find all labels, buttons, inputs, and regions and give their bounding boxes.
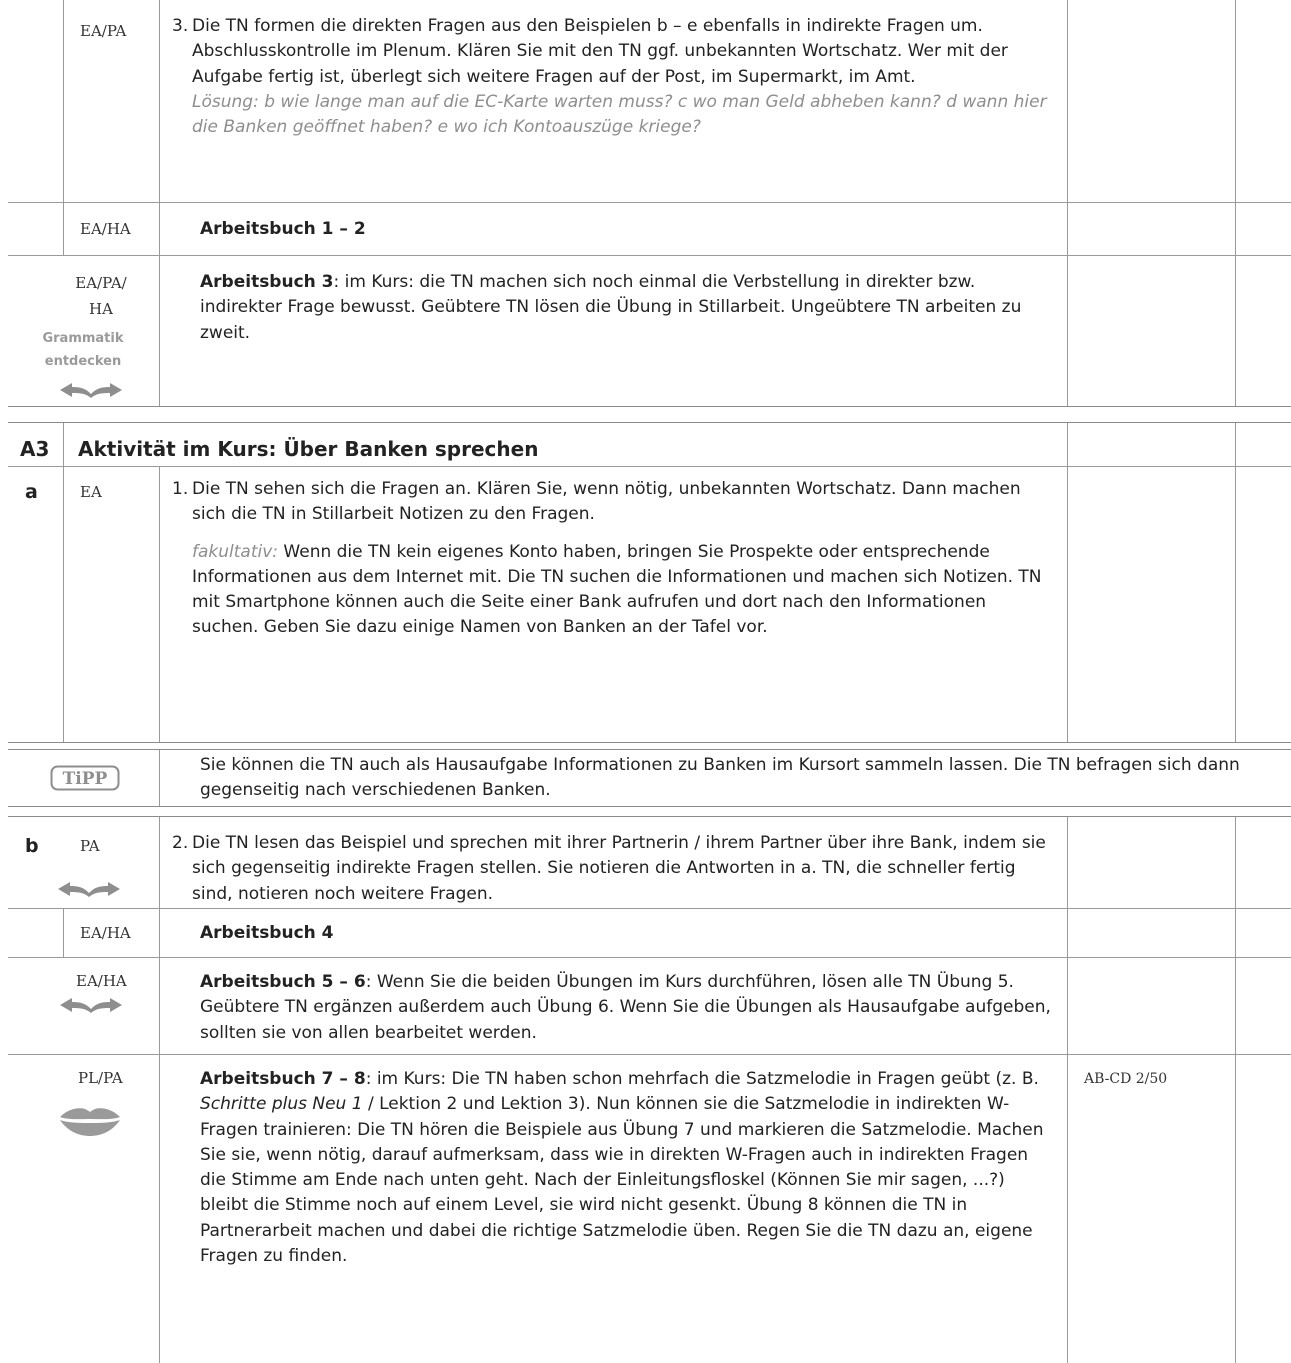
table-block-3	[8, 816, 1291, 1363]
table-row	[8, 256, 1291, 406]
social-form: EA/PA/ HA	[75, 274, 127, 318]
table-row	[8, 203, 1291, 256]
table-block-1	[8, 0, 1291, 407]
section-code: A3	[8, 423, 64, 466]
tipp-box	[8, 749, 1291, 807]
workbook-reference: Arbeitsbuch 1 – 2	[200, 219, 366, 239]
social-form: PL/PA	[78, 1069, 123, 1087]
material-column	[1068, 1055, 1236, 1363]
instruction-text: Die TN sehen sich die Fragen an. Klären Sie, wenn nötig, unbekannten Wortschatz. Dann machen sich die TN in Stillarbeit Notizen zu den Fragen.	[192, 479, 1021, 525]
grammar-discovery-label: Grammatik entdecken	[42, 331, 124, 369]
lips-icon	[58, 1104, 122, 1138]
tipp-stamp-icon	[50, 765, 120, 791]
table-block-2	[8, 422, 1291, 743]
tipp-text: Sie können die TN auch als Hausaufgabe Informationen zu Banken im Kursort sammeln lassen. Die TN befragen sich dann gegenseitig nach verschiedenen Banken.	[200, 755, 1240, 801]
instruction-text: Die TN lesen das Beispiel und sprechen mit ihrer Partnerin / ihrem Partner über ihre Bank, indem sie sich gegenseitig indirekte Fragen stellen. Sie notieren die Antworten in a. TN, die schneller fertig sind, notieren noch weitere Fragen.	[192, 833, 1046, 904]
table-row: a EA 1. Die TN sehen sich die Fragen an. Klären Sie, wenn nötig, unbekannten Wortschatz. Dann machen sich die TN in Stillarbeit Notizen zu den Fragen. fakultativ: Wenn die TN kein eigenes Konto haben, bringen Sie Prospekte oder entsprechende Informationen aus dem Internet mit. Die TN suchen die Informationen und machen sich Notizen. TN mit Smartphone können auch die Seite einer Bank aufrufen und dort nach den Informationen suchen. Geben Sie dazu einige Namen von Banken an der Tafel vor.	[8, 467, 1291, 742]
social-form: EA/PA	[64, 0, 160, 202]
workbook-reference: Arbeitsbuch 4	[200, 923, 334, 943]
partner-arrows-icon	[58, 380, 124, 400]
audio-cd-reference: AB-CD 2/50	[1084, 1071, 1168, 1087]
social-form: EA	[64, 467, 160, 742]
activity-description: 3. Die TN formen die direkten Fragen aus den Beispielen b – e ebenfalls in indirekte Fragen um. Abschlusskontrolle im Plenum. Klären Sie mit den TN ggf. unbekannten Wortschatz. Wer mit der Aufgabe fertig ist, überlegt sich weitere Fragen auf der Post, im Supermarkt, im Amt. Lösung: b wie lange man auf die EC-Karte warten muss? c wo man Geld abheben kann? d wann hier die Banken geöffnet haben? e wo ich Kontoauszüge kriege?	[160, 0, 1068, 202]
workbook-instruction: Arbeitsbuch 7 – 8: im Kurs: Die TN haben schon mehrfach die Satzmelodie in Fragen geübt (z. B. Schritte plus Neu 1 / Lektion 2 und Lektion 3). Nun können sie die Satzmelodie in indirekten W-Fragen trainieren: Die TN hören die Beispiele aus Übung 7 und markieren die Satzmelodie. Machen Sie sie, wenn nötig, darauf aufmerksam, dass wie in direkten W-Fragen auch in indirekten Fragen die Stimme am Ende nach unten geht. Nach der Einleitungsfloskel (Können Sie mir sagen, ...?) bleibt die Stimme noch auf einem Level, sie wird nicht gesenkt. Übung 8 können die TN in Partnerarbeit machen und dabei die richtige Satzmelodie üben. Regen Sie die TN dazu an, eigene Fragen zu finden.	[200, 1069, 1044, 1267]
table-row	[8, 1055, 1291, 1363]
partner-arrows-icon	[58, 995, 124, 1015]
social-form: PA	[80, 837, 100, 855]
workbook-instruction: Arbeitsbuch 5 – 6: Wenn Sie die beiden Übungen im Kurs durchführen, lösen alle TN Übung 5. Geübtere TN ergänzen außerdem auch Übung 6. Wenn Sie die Übungen als Hausaufgabe aufgeben, sollten sie von allen bearbeitet werden.	[200, 972, 1051, 1043]
instruction-text: Die TN formen die direkten Fragen aus den Beispielen b – e ebenfalls in indirekte Fragen um. Abschlusskontrolle im Plenum. Klären Sie mit den TN ggf. unbekannten Wortschatz. Wer mit der Aufgabe fertig ist, überlegt sich weitere Fragen auf der Post, im Supermarkt, im Amt.	[192, 16, 1008, 87]
table-row	[8, 909, 1291, 958]
task-letter: b	[25, 835, 39, 857]
social-form: EA/HA	[64, 909, 160, 957]
workbook-instruction: Arbeitsbuch 3: im Kurs: die TN machen sich noch einmal die Verbstellung in direkter bzw. indirekter Frage bewusst. Geübtere TN lösen die Übung in Stillarbeit. Ungeübtere TN arbeiten zu zweit.	[200, 272, 1022, 343]
svg-text:TiPP: TiPP	[62, 769, 108, 789]
social-form: EA/HA	[64, 203, 160, 255]
section-header-row	[8, 423, 1291, 467]
table-row: b PA 2. Die TN lesen das Beispiel und sprechen mit ihrer Partnerin / ihrem Partner über ihre Bank, indem sie sich gegenseitig indirekte Fragen stellen. Sie notieren die Antworten in a. TN, die schneller fertig sind, notieren noch weitere Fragen.	[8, 817, 1291, 909]
table-row	[8, 958, 1291, 1055]
optional-text: fakultativ: Wenn die TN kein eigenes Konto haben, bringen Sie Prospekte oder entsprechende Informationen aus dem Internet mit. Die TN suchen die Informationen und machen sich Notizen. TN mit Smartphone können auch die Seite einer Bank aufrufen und dort nach den Informationen suchen. Geben Sie dazu einige Namen von Banken an der Tafel vor.	[192, 541, 1042, 638]
partner-arrows-icon	[56, 879, 122, 899]
table-row	[8, 0, 1291, 203]
solution-text: Lösung: b wie lange man auf die EC-Karte warten muss? c wo man Geld abheben kann? d wann hier die Banken geöffnet haben? e wo ich Kontoauszüge kriege?	[192, 91, 1047, 138]
task-letter: a	[25, 481, 38, 503]
section-title: Aktivität im Kurs: Über Banken sprechen	[64, 423, 1068, 466]
social-form: EA/HA	[76, 972, 127, 990]
